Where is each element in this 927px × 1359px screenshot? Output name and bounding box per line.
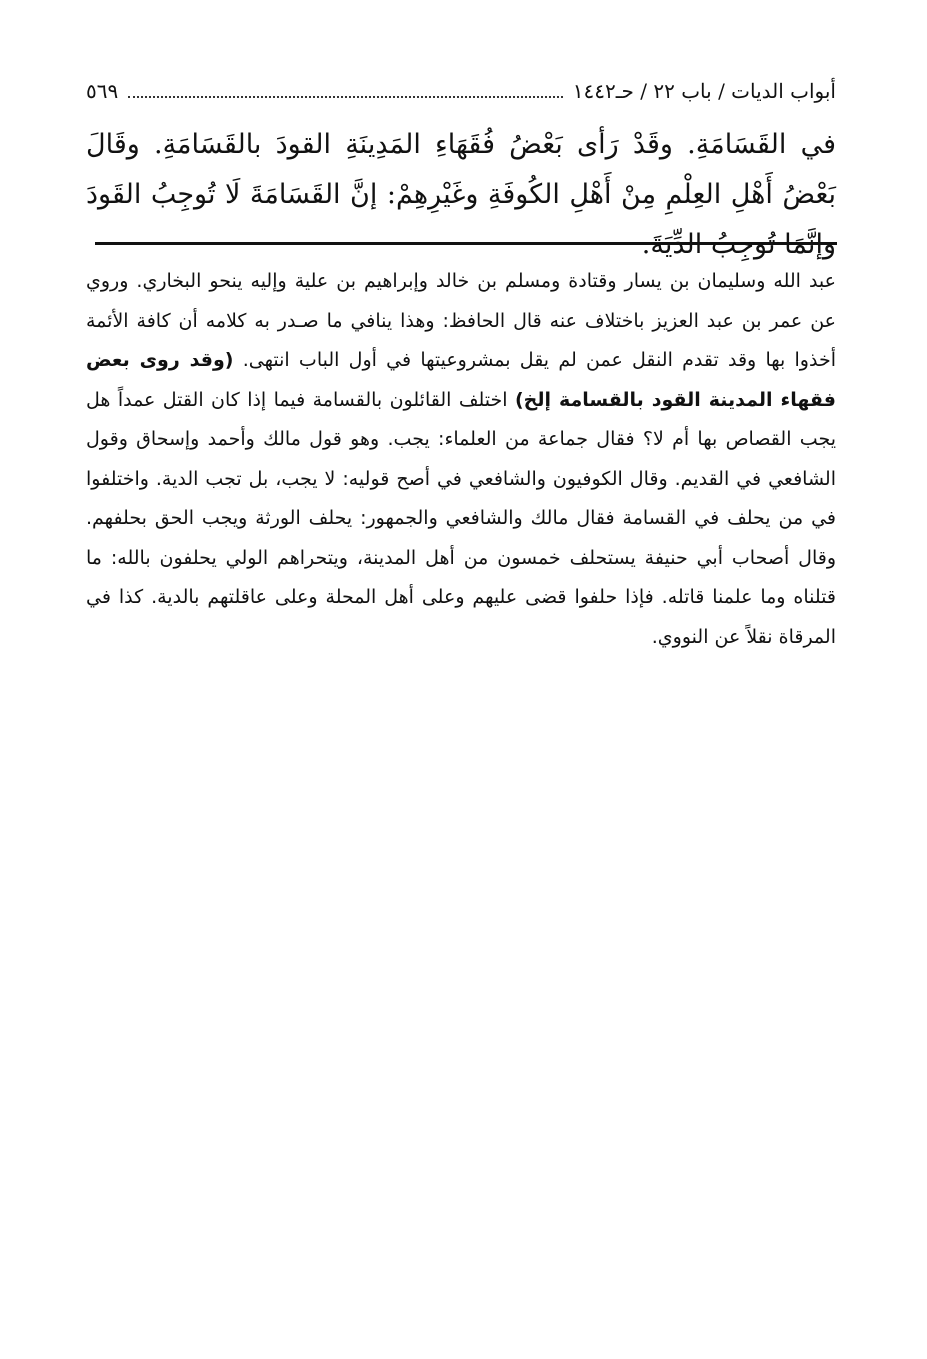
page-header [86,74,836,108]
main-text: في القَسَامَةِ. وقَدْ رَأى بَعْضُ فُقَهَاءِ المَدِينَةِ القودَ بالقَسَامَةِ. وقَالَ بَعْضُ أَهْلِ العِلْمِ مِنْ أَهْلِ الكُوفَةِ وغَيْرِهِمْ: إنَّ القَسَامَةَ لَا تُوجِبُ القَودَ وإنَّمَا تُوجِبُ الدِّيَةَ. [86,129,836,260]
commentary-part-1: عبد الله وسليمان بن يسار وقتادة ومسلم بن خالد وإبراهيم بن علية وإليه ينحو البخاري. وروي عن عمر بن عبد العزيز باختلاف عنه قال الحافظ: وهذا ينافي ما صـدر به كلامه أن كافة الأئمة أخذوا بها وقد تقدم النقل عمن لم يقل بمشروعيتها في أول الباب انتهى. [86,270,836,371]
dotted-leader [128,96,562,98]
commentary-text [86,262,836,657]
running-title: أبواب الديات / باب ٢٢ / حـ١٤٤٢ [572,79,836,103]
commentary-bold-phrase: (وقد روى بعض فقهاء المدينة القود بالقسامة إلخ) [86,349,836,411]
page-number: ٥٦٩ [86,79,119,103]
footnote-divider [95,242,837,245]
commentary-part-2: اختلف القائلون بالقسامة فيما إذا كان القتل عمداً هل يجب القصاص بها أم لا؟ فقال جماعة من العلماء: يجب. وهو قول مالك وأحمد وإسحاق وقول الشافعي في القديم. وقال الكوفيون والشافعي في أصح قوليه: لا يجب، بل تجب الدية. واختلفوا في من يحلف في القسامة فقال مالك والشافعي والجمهور: يحلف الورثة ويجب الحق بحلفهم. وقال أصحاب أبي حنيفة يستحلف خمسون من أهل المدينة، ويتحراهم الولي يحلفون بالله: ما قتلناه وما علمنا قاتله. فإذا حلفوا قضى عليهم وعلى أهل المحلة وعلى عاقلتهم بالدية. كذا في المرقاة نقلاً عن النووي. [86,388,836,648]
